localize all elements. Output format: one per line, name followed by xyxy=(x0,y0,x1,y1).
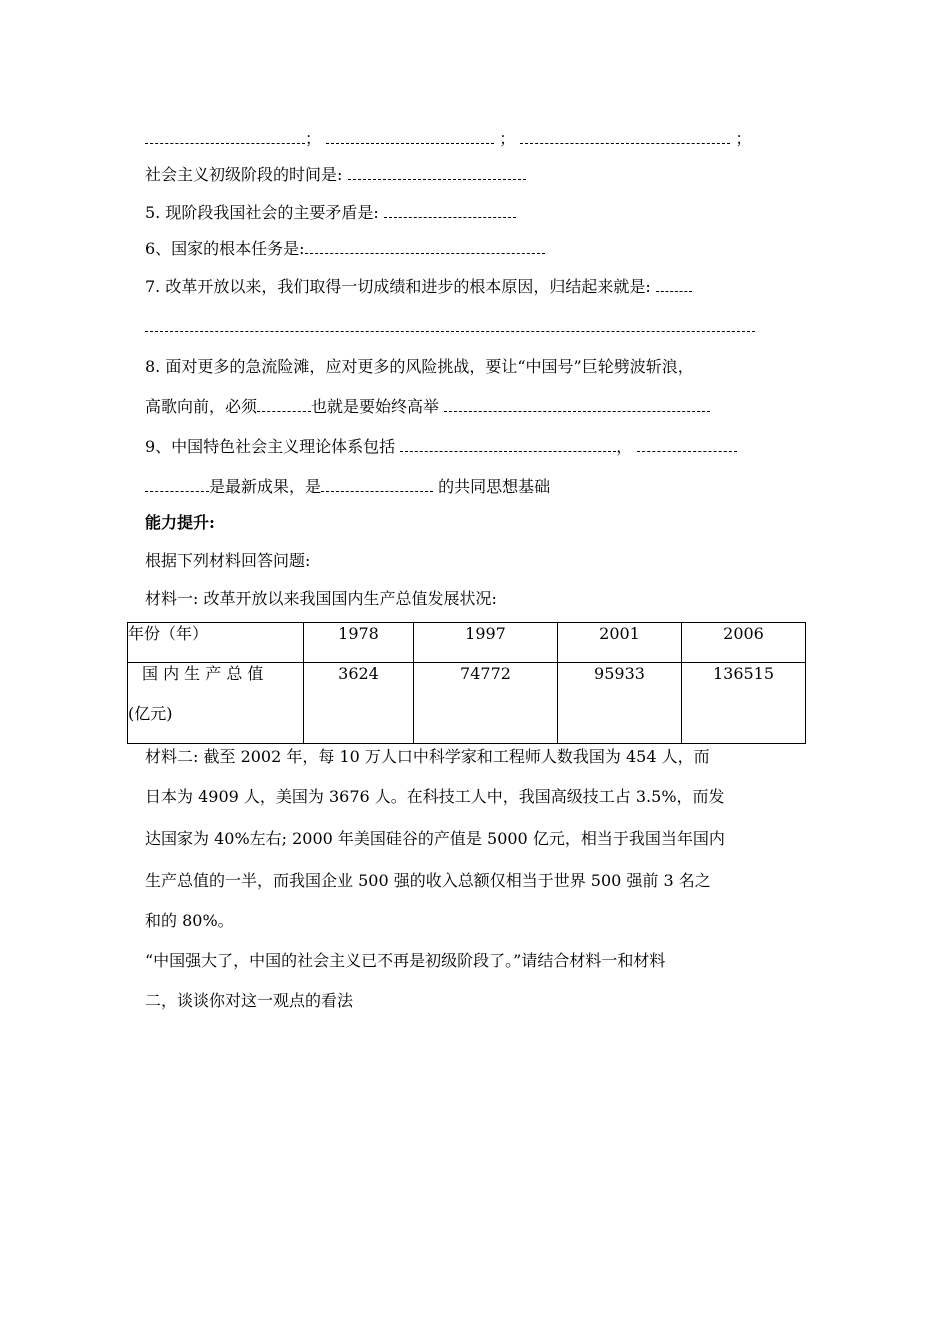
material-2-line: 材料二: 截至 2002 年，每 10 万人口中科学家和工程师人数我国为 454 人，而 xyxy=(145,747,710,766)
answer-blank[interactable] xyxy=(656,277,692,292)
gdp-table xyxy=(127,622,806,744)
answer-blank[interactable] xyxy=(145,317,755,332)
fill-line-8 xyxy=(145,396,710,418)
table-value-cell: 3624 xyxy=(304,663,414,744)
answer-blank[interactable] xyxy=(145,477,209,492)
question-line: “中国强大了，中国的社会主义已不再是初级阶段了。”请结合材料一和材料 xyxy=(145,951,666,970)
table-row xyxy=(128,663,806,744)
separator: ； xyxy=(735,129,752,148)
question-text: 6、国家的根本任务是: xyxy=(145,239,305,258)
question-text: 9、中国特色社会主义理论体系包括 xyxy=(145,437,396,456)
question-line: 二，谈谈你对这一观点的看法 xyxy=(145,991,354,1010)
question-text: 也就是要始终高举 xyxy=(311,397,440,416)
answer-blank[interactable] xyxy=(321,477,433,492)
answer-blank[interactable] xyxy=(326,129,494,144)
table-year-cell: 1997 xyxy=(414,623,558,663)
answer-blank[interactable] xyxy=(384,203,516,218)
answer-blank[interactable] xyxy=(145,129,305,144)
answer-blank[interactable] xyxy=(444,397,710,412)
table-year-cell: 2006 xyxy=(682,623,806,663)
table-value-cell: 136515 xyxy=(682,663,806,744)
question-text: 5. 现阶段我国社会的主要矛盾是: xyxy=(145,203,379,222)
fill-line-1 xyxy=(145,128,751,150)
fill-line-9 xyxy=(145,436,737,458)
fill-line-7 xyxy=(145,356,694,378)
material-2-line: 和的 80%。 xyxy=(145,911,234,930)
table-year-cell: 1978 xyxy=(304,623,414,663)
answer-blank[interactable] xyxy=(257,397,311,412)
question-text: 高歌向前，必须 xyxy=(145,397,258,416)
material-1-title: 材料一: 改革开放以来我国国内生产总值发展状况: xyxy=(145,589,497,608)
table-header-label: 年份（年） xyxy=(128,623,304,663)
answer-blank[interactable] xyxy=(400,437,616,452)
question-text: 社会主义初级阶段的时间是: xyxy=(145,165,343,184)
fill-line-3 xyxy=(145,202,516,224)
table-header-row xyxy=(128,623,806,663)
answer-blank[interactable] xyxy=(637,437,737,452)
fill-line-5 xyxy=(145,276,692,298)
fill-line-2 xyxy=(145,164,526,186)
material-2-line: 日本为 4909 人，美国为 3676 人。在科技工人中，我国高级技工占 3.5%，而发 xyxy=(145,787,725,806)
fill-line-4 xyxy=(145,238,545,260)
section-intro: 根据下列材料回答问题: xyxy=(145,551,311,570)
row-label-line: 国 内 生 产 总 值 xyxy=(142,664,264,683)
fill-line-6 xyxy=(145,316,755,338)
table-value-cell: 95933 xyxy=(558,663,682,744)
answer-blank[interactable] xyxy=(348,165,526,180)
question-text: 的共同思想基础 xyxy=(438,477,551,496)
row-label-unit: (亿元) xyxy=(128,704,173,723)
separator: ， xyxy=(616,437,633,456)
section-heading: 能力提升: xyxy=(145,513,215,532)
material-2-line: 达国家为 40%左右; 2000 年美国硅谷的产值是 5000 亿元，相当于我国当年国内 xyxy=(145,829,725,848)
question-text: 是最新成果，是 xyxy=(209,477,322,496)
separator: ； xyxy=(499,129,516,148)
answer-blank[interactable] xyxy=(305,239,545,254)
table-row-label xyxy=(128,663,304,744)
question-text: 8. 面对更多的急流险滩，应对更多的风险挑战，要让“中国号”巨轮劈波斩浪， xyxy=(145,357,694,376)
fill-line-10 xyxy=(145,476,550,498)
question-text: 7. 改革开放以来，我们取得一切成绩和进步的根本原因，归结起来就是: xyxy=(145,277,651,296)
separator: ； xyxy=(305,129,322,148)
material-2-line: 生产总值的一半，而我国企业 500 强的收入总额仅相当于世界 500 强前 3 名之 xyxy=(145,871,711,890)
table-value-cell: 74772 xyxy=(414,663,558,744)
table-year-cell: 2001 xyxy=(558,623,682,663)
answer-blank[interactable] xyxy=(520,129,730,144)
